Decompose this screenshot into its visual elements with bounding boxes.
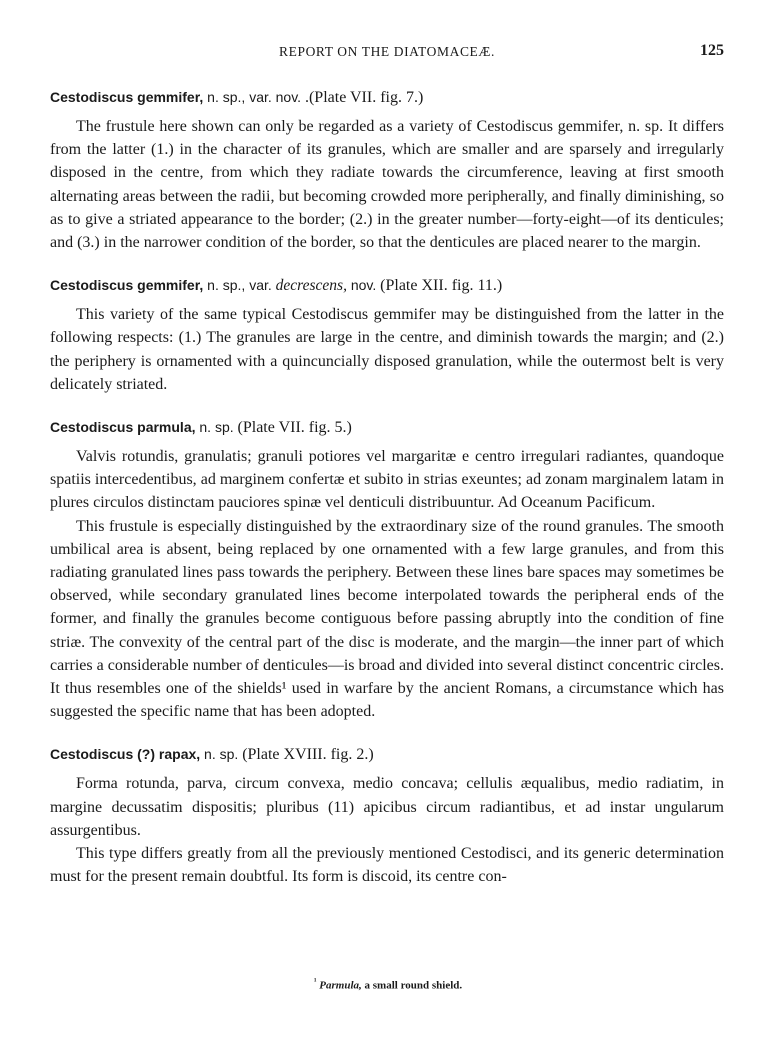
entry-heading (50, 743, 724, 766)
entry-gemmifer-var-decrescens (50, 274, 724, 396)
species-name: Cestodiscus parmula, (50, 419, 196, 436)
entry-heading (50, 86, 724, 109)
page-number: 125 (700, 42, 724, 59)
taxon-rank: n. sp., var. (203, 277, 276, 294)
latin-diagnosis: Forma rotunda, parva, circum convexa, medio concava; cellulis æqualibus, medio radiatim, in margine decussatim dispositis; pluribus (11) apicibus circum radiantibus, et ad instar ungularum assurgentibus. (50, 775, 724, 839)
species-name: Cestodiscus gemmifer, (50, 277, 204, 294)
paragraph: This frustule is especially distinguished by the extraordinary size of the round granules. The smooth umbilical area is absent, being replaced by one ornamented with a few large granules, and from this radiating granulated lines pass towards the periphery. Between these lines bare spaces may sometimes be observed, while secondary granulated lines become interpolated towards the peripheral ends of the former, and finally the granules become contiguous before passing abruptly into the condition of fine striæ. The convexity of the central part of the disc is moderate, and the margin—the inner part of which carries a considerable number of denticules—is broad and divided into several distinct concentric circles. It thus resembles one of the shields¹ used in warfare by the ancient Romans, a circumstance which has suggested the specific name that has been adopted. (50, 517, 724, 721)
latin-diagnosis: Valvis rotundis, granulatis; granuli potiores vel margaritæ e centro irregulari radiantes, quandoque spatiis intercedentibus, ad marginem confertæ et subito in strias exeuntes; ad zonam marginalem latam in plures circulos distinctam pauciores spinæ vel denticuli distribuuntur. Ad Oceanum Pacificum. (50, 448, 724, 512)
plate-reference: (Plate XVIII. fig. 2.) (242, 746, 374, 764)
body-text (50, 86, 724, 908)
taxon-rank: n. sp. (200, 746, 243, 763)
plate-reference: .(Plate VII. fig. 7.) (304, 89, 424, 106)
entry-parmula (50, 416, 724, 723)
running-title: REPORT ON THE DIATOMACEÆ. (279, 44, 495, 59)
entry-heading (50, 416, 724, 439)
paragraph: This variety of the same typical Cestodiscus gemmifer may be distinguished from the latter in the following respects: (1.) The granules are large in the centre, and diminish towards the margin; and (2.) the periphery is ornamented with a quincuncially disposed granulation, while the outermost belt is very delicately striated. (50, 306, 724, 393)
footnote-text: a small round shield. (361, 979, 463, 992)
running-head (50, 44, 724, 68)
species-name: Cestodiscus (?) rapax, (50, 746, 201, 763)
plate-reference: (Plate VII. fig. 5.) (237, 419, 352, 437)
footnote (0, 976, 776, 992)
taxon-rank-suffix: nov. (346, 277, 381, 294)
species-name: Cestodiscus gemmifer, (50, 89, 204, 105)
taxon-rank: n. sp. (195, 419, 238, 436)
footnote-term: Parmula, (319, 979, 362, 992)
paragraph: This type differs greatly from all the previously mentioned Cestodisci, and its generic determination must for the present remain doubtful. Its form is discoid, its centre con- (50, 845, 724, 886)
plate-reference: (Plate XII. fig. 11.) (380, 277, 503, 295)
entry-heading (50, 274, 724, 297)
footnote-marker: ¹ (313, 976, 317, 986)
paragraph: The frustule here shown can only be regarded as a variety of Cestodiscus gemmifer, n. sp. It differs from the latter (1.) in the character of its granules, which are smaller and are sparsely and irregularly disposed in the centre, from which they radiate towards the circumference, leaving at first smooth alternating areas between the radii, but becoming crowded more peripherally, and finally diminishing, so as to give a striated appearance to the border; (2.) in the greater number—forty-eight—of its denticules; and (3.) in the narrower condition of the border, so that the denticules are placed nearer to the margin. (50, 118, 724, 252)
entry-rapax (50, 743, 724, 888)
variety-name: decrescens, (275, 277, 347, 295)
taxon-rank: n. sp., var. nov. (203, 89, 305, 105)
entry-gemmifer-var-nov (50, 86, 724, 254)
